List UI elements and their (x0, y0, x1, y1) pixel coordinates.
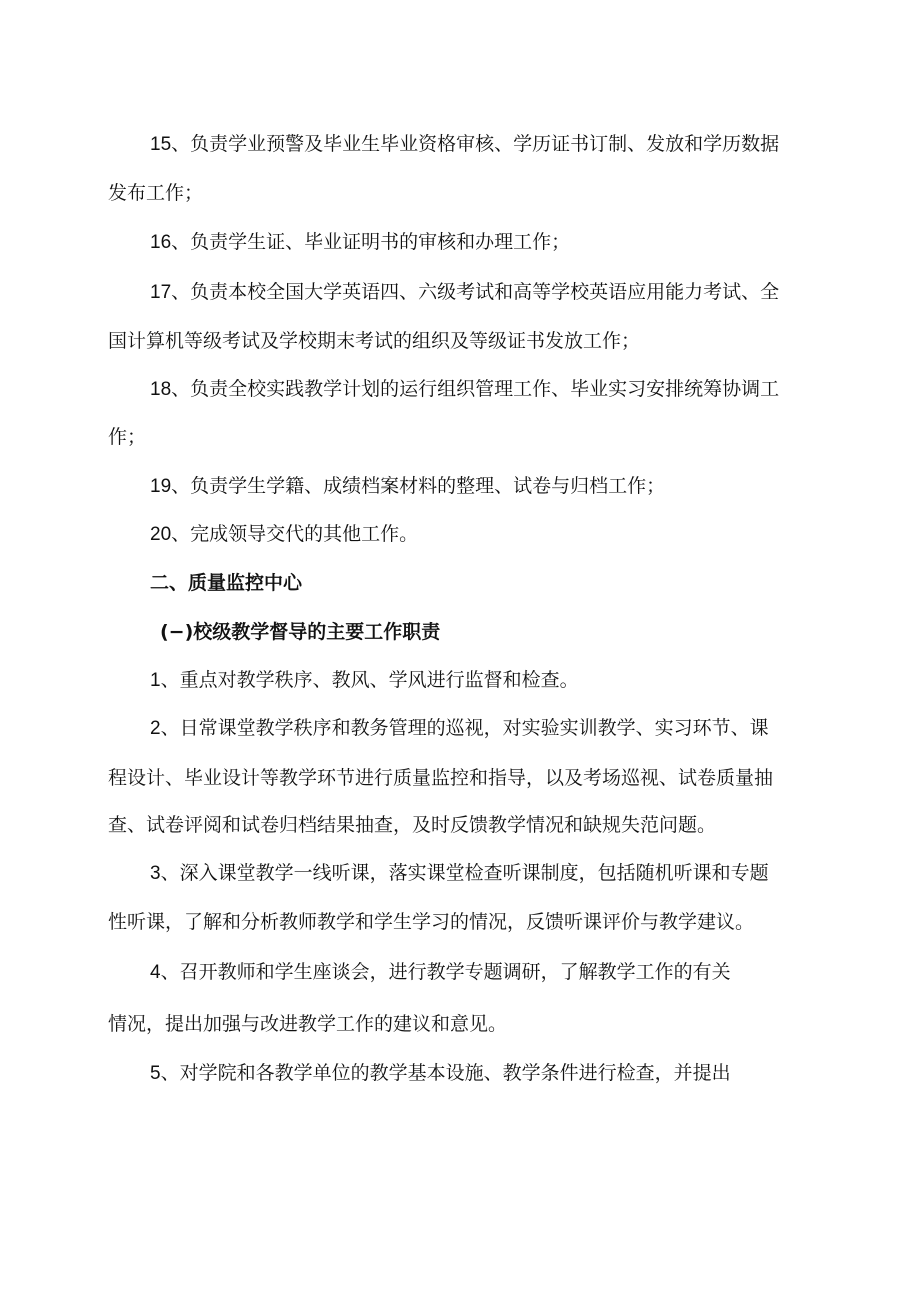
item-15-line-1 (150, 132, 779, 157)
item-number: 15 (150, 134, 172, 155)
item-number: 1 (150, 670, 161, 691)
item-number: 20 (150, 524, 172, 545)
item-number: 16 (150, 232, 172, 253)
item-number: 19 (150, 476, 172, 497)
duty-2-line-3: 查、试卷评阅和试卷归档结果抽查，及时反馈教学情况和缺规失范问题。 (108, 814, 717, 836)
item-20-line-1 (150, 522, 418, 547)
duty-3-line-2: 性听课，了解和分析教师教学和学生学习的情况，反馈听课评价与教学建议。 (108, 911, 755, 933)
duty-4-line-2: 情况，提出加强与改进教学工作的建议和意见。 (108, 1013, 508, 1035)
item-text: 、召开教师和学生座谈会，进行教学专题调研，了解教学工作的有关 (160, 961, 731, 983)
item-number: 3 (150, 863, 161, 884)
item-number: 17 (150, 282, 172, 303)
item-16-line-1 (150, 230, 570, 255)
item-number: 4 (150, 962, 161, 983)
item-text: 、负责全校实践教学计划的运行组织管理工作、毕业实习安排统筹协调工 (171, 378, 780, 400)
duty-2-line-2: 程设计、毕业设计等教学环节进行质量监控和指导，以及考场巡视、试卷质量抽 (108, 767, 774, 789)
item-number: 18 (150, 379, 172, 400)
item-18-line-1 (150, 377, 779, 402)
duty-5-line-1 (150, 1061, 731, 1086)
item-text: 、深入课堂教学一线听课，落实课堂检查听课制度，包括随机听课和专题 (160, 862, 769, 884)
item-text: 、负责学生学籍、成绩档案材料的整理、试卷与归档工作； (171, 475, 666, 497)
item-number: 5 (150, 1063, 161, 1084)
item-text: 、负责学生证、毕业证明书的审核和办理工作； (171, 231, 571, 253)
item-text: 、重点对教学秩序、教风、学风进行监督和检查。 (160, 669, 579, 691)
duty-3-line-1 (150, 861, 769, 886)
duty-2-line-1 (150, 716, 769, 741)
item-text: 、对学院和各教学单位的教学基本设施、教学条件进行检查，并提出 (160, 1062, 731, 1084)
item-number: 2 (150, 718, 161, 739)
duty-1-line-1 (150, 668, 579, 693)
item-18-line-2: 作； (108, 426, 147, 448)
item-17-line-1 (150, 280, 779, 305)
subsection-title: (−)校级教学督导的主要工作职责 (160, 621, 441, 643)
item-15-line-2: 发布工作； (108, 182, 204, 204)
item-text: 、负责学业预警及毕业生毕业资格审核、学历证书订制、发放和学历数据 (171, 133, 780, 155)
item-text: 、完成领导交代的其他工作。 (171, 523, 419, 545)
item-text: 、日常课堂教学秩序和教务管理的巡视，对实验实训教学、实习环节、课 (160, 717, 769, 739)
section-title: 二、质量监控中心 (150, 572, 303, 594)
duty-4-line-1 (150, 960, 731, 985)
item-19-line-1 (150, 474, 665, 499)
item-text: 、负责本校全国大学英语四、六级考试和高等学校英语应用能力考试、全 (171, 281, 780, 303)
item-17-line-2: 国计算机等级考试及学校期末考试的组织及等级证书发放工作； (108, 330, 641, 352)
